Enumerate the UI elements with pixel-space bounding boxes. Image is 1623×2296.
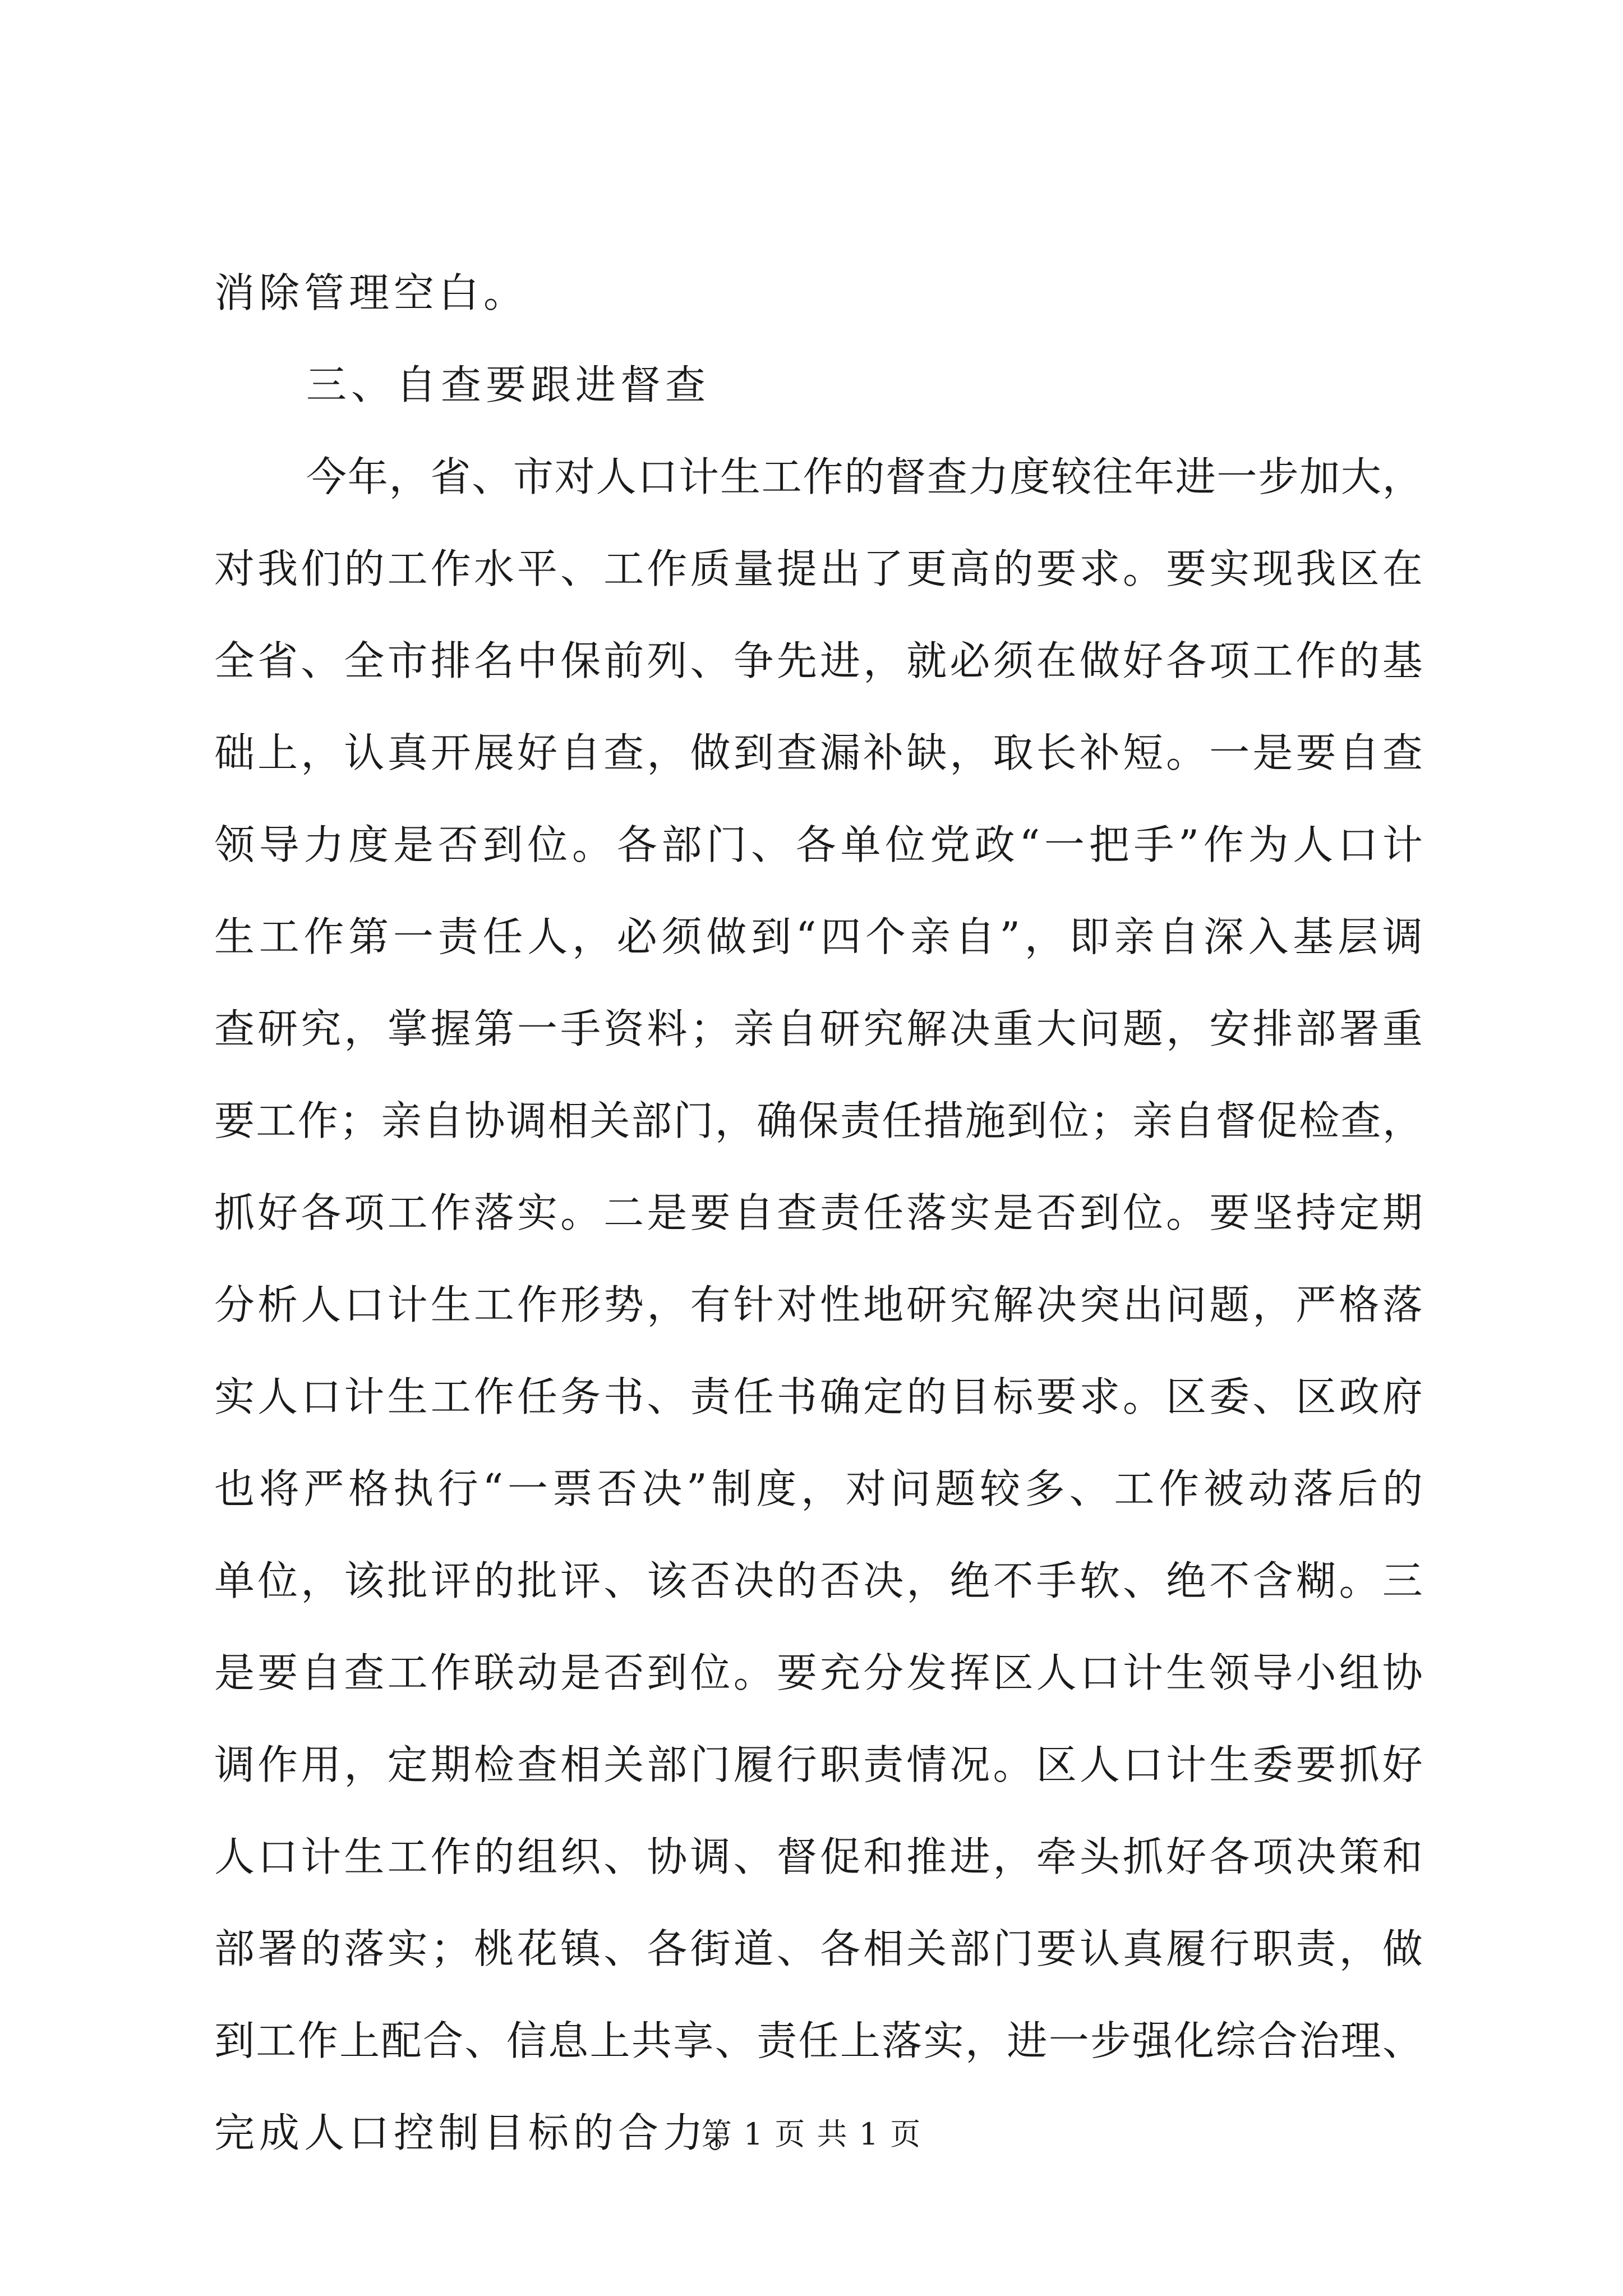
paragraph-line: 领 导 力 度 是 否 到 位 。 各 部 门 、 各 单 位 党 政 “ 一 把 手 ” 作 为 人 口 计 xyxy=(214,821,1423,868)
paragraph-line: 到 工 作 上 配 合 、 信 息 上 共 享 、 责 任 上 落 实 ， 进 一 步 强 化 综 合 治 理 、 xyxy=(214,2017,1423,2064)
paragraph-line: 实 人 口 计 生 工 作 任 务 书 、 责 任 书 确 定 的 目 标 要 求 。 区 委 、 区 政 府 xyxy=(214,1373,1423,1420)
paragraph-line: 分 析 人 口 计 生 工 作 形 势 ， 有 针 对 性 地 研 究 解 决 突 出 问 题 ， 严 格 落 xyxy=(214,1281,1423,1328)
paragraph-line: 完成人口控制目标的合力。 xyxy=(214,2109,753,2156)
paragraph-line: 生 工 作 第 一 责 任 人 ， 必 须 做 到 “ 四 个 亲 自 ” ， 即 亲 自 深 入 基 层 调 xyxy=(214,913,1423,960)
paragraph-line: 部 署 的 落 实 ； 桃 花 镇 、 各 街 道 、 各 相 关 部 门 要 认 真 履 行 职 责 ， 做 xyxy=(214,1925,1423,1972)
paragraph-line: 要 工 作 ； 亲 自 协 调 相 关 部 门 ， 确 保 责 任 措 施 到 位 ； 亲 自 督 促 检 查 ， xyxy=(214,1097,1423,1144)
paragraph-line: 查 研 究 ， 掌 握 第 一 手 资 料 ； 亲 自 研 究 解 决 重 大 问 题 ， 安 排 部 署 重 xyxy=(214,1005,1423,1052)
document-body xyxy=(214,269,1423,2201)
paragraph-line: 抓 好 各 项 工 作 落 实 。 二 是 要 自 查 责 任 落 实 是 否 到 位 。 要 坚 持 定 期 xyxy=(214,1189,1423,1236)
paragraph-line: 今 年 ， 省 、 市 对 人 口 计 生 工 作 的 督 查 力 度 较 往 年 进 一 步 加 大 ， xyxy=(306,453,1423,500)
paragraph-line: 础 上 ， 认 真 开 展 好 自 查 ， 做 到 查 漏 补 缺 ， 取 长 补 短 。 一 是 要 自 查 xyxy=(214,729,1423,776)
paragraph-line: 人 口 计 生 工 作 的 组 织 、 协 调 、 督 促 和 推 进 ， 牵 头 抓 好 各 项 决 策 和 xyxy=(214,1833,1423,1880)
paragraph-line: 是 要 自 查 工 作 联 动 是 否 到 位 。 要 充 分 发 挥 区 人 口 计 生 领 导 小 组 协 xyxy=(214,1649,1423,1696)
paragraph-line: 也 将 严 格 执 行 “ 一 票 否 决 ” 制 度 ， 对 问 题 较 多 、 工 作 被 动 落 后 的 xyxy=(214,1465,1423,1512)
paragraph-line: 全 省 、 全 市 排 名 中 保 前 列 、 争 先 进 ， 就 必 须 在 做 好 各 项 工 作 的 基 xyxy=(214,637,1423,684)
paragraph-line: 对 我 们 的 工 作 水 平 、 工 作 质 量 提 出 了 更 高 的 要 求 。 要 实 现 我 区 在 xyxy=(214,545,1423,592)
paragraph-line: 消除管理空白。 xyxy=(214,269,529,316)
page-footer: 第 1 页 共 1 页 xyxy=(701,2116,922,2152)
section-heading: 三、自查要跟进督查 xyxy=(306,361,711,408)
paragraph-line: 单 位 ， 该 批 评 的 批 评 、 该 否 决 的 否 决 ， 绝 不 手 软 、 绝 不 含 糊 。 三 xyxy=(214,1557,1423,1604)
paragraph-line: 调 作 用 ， 定 期 检 查 相 关 部 门 履 行 职 责 情 况 。 区 人 口 计 生 委 要 抓 好 xyxy=(214,1741,1423,1788)
